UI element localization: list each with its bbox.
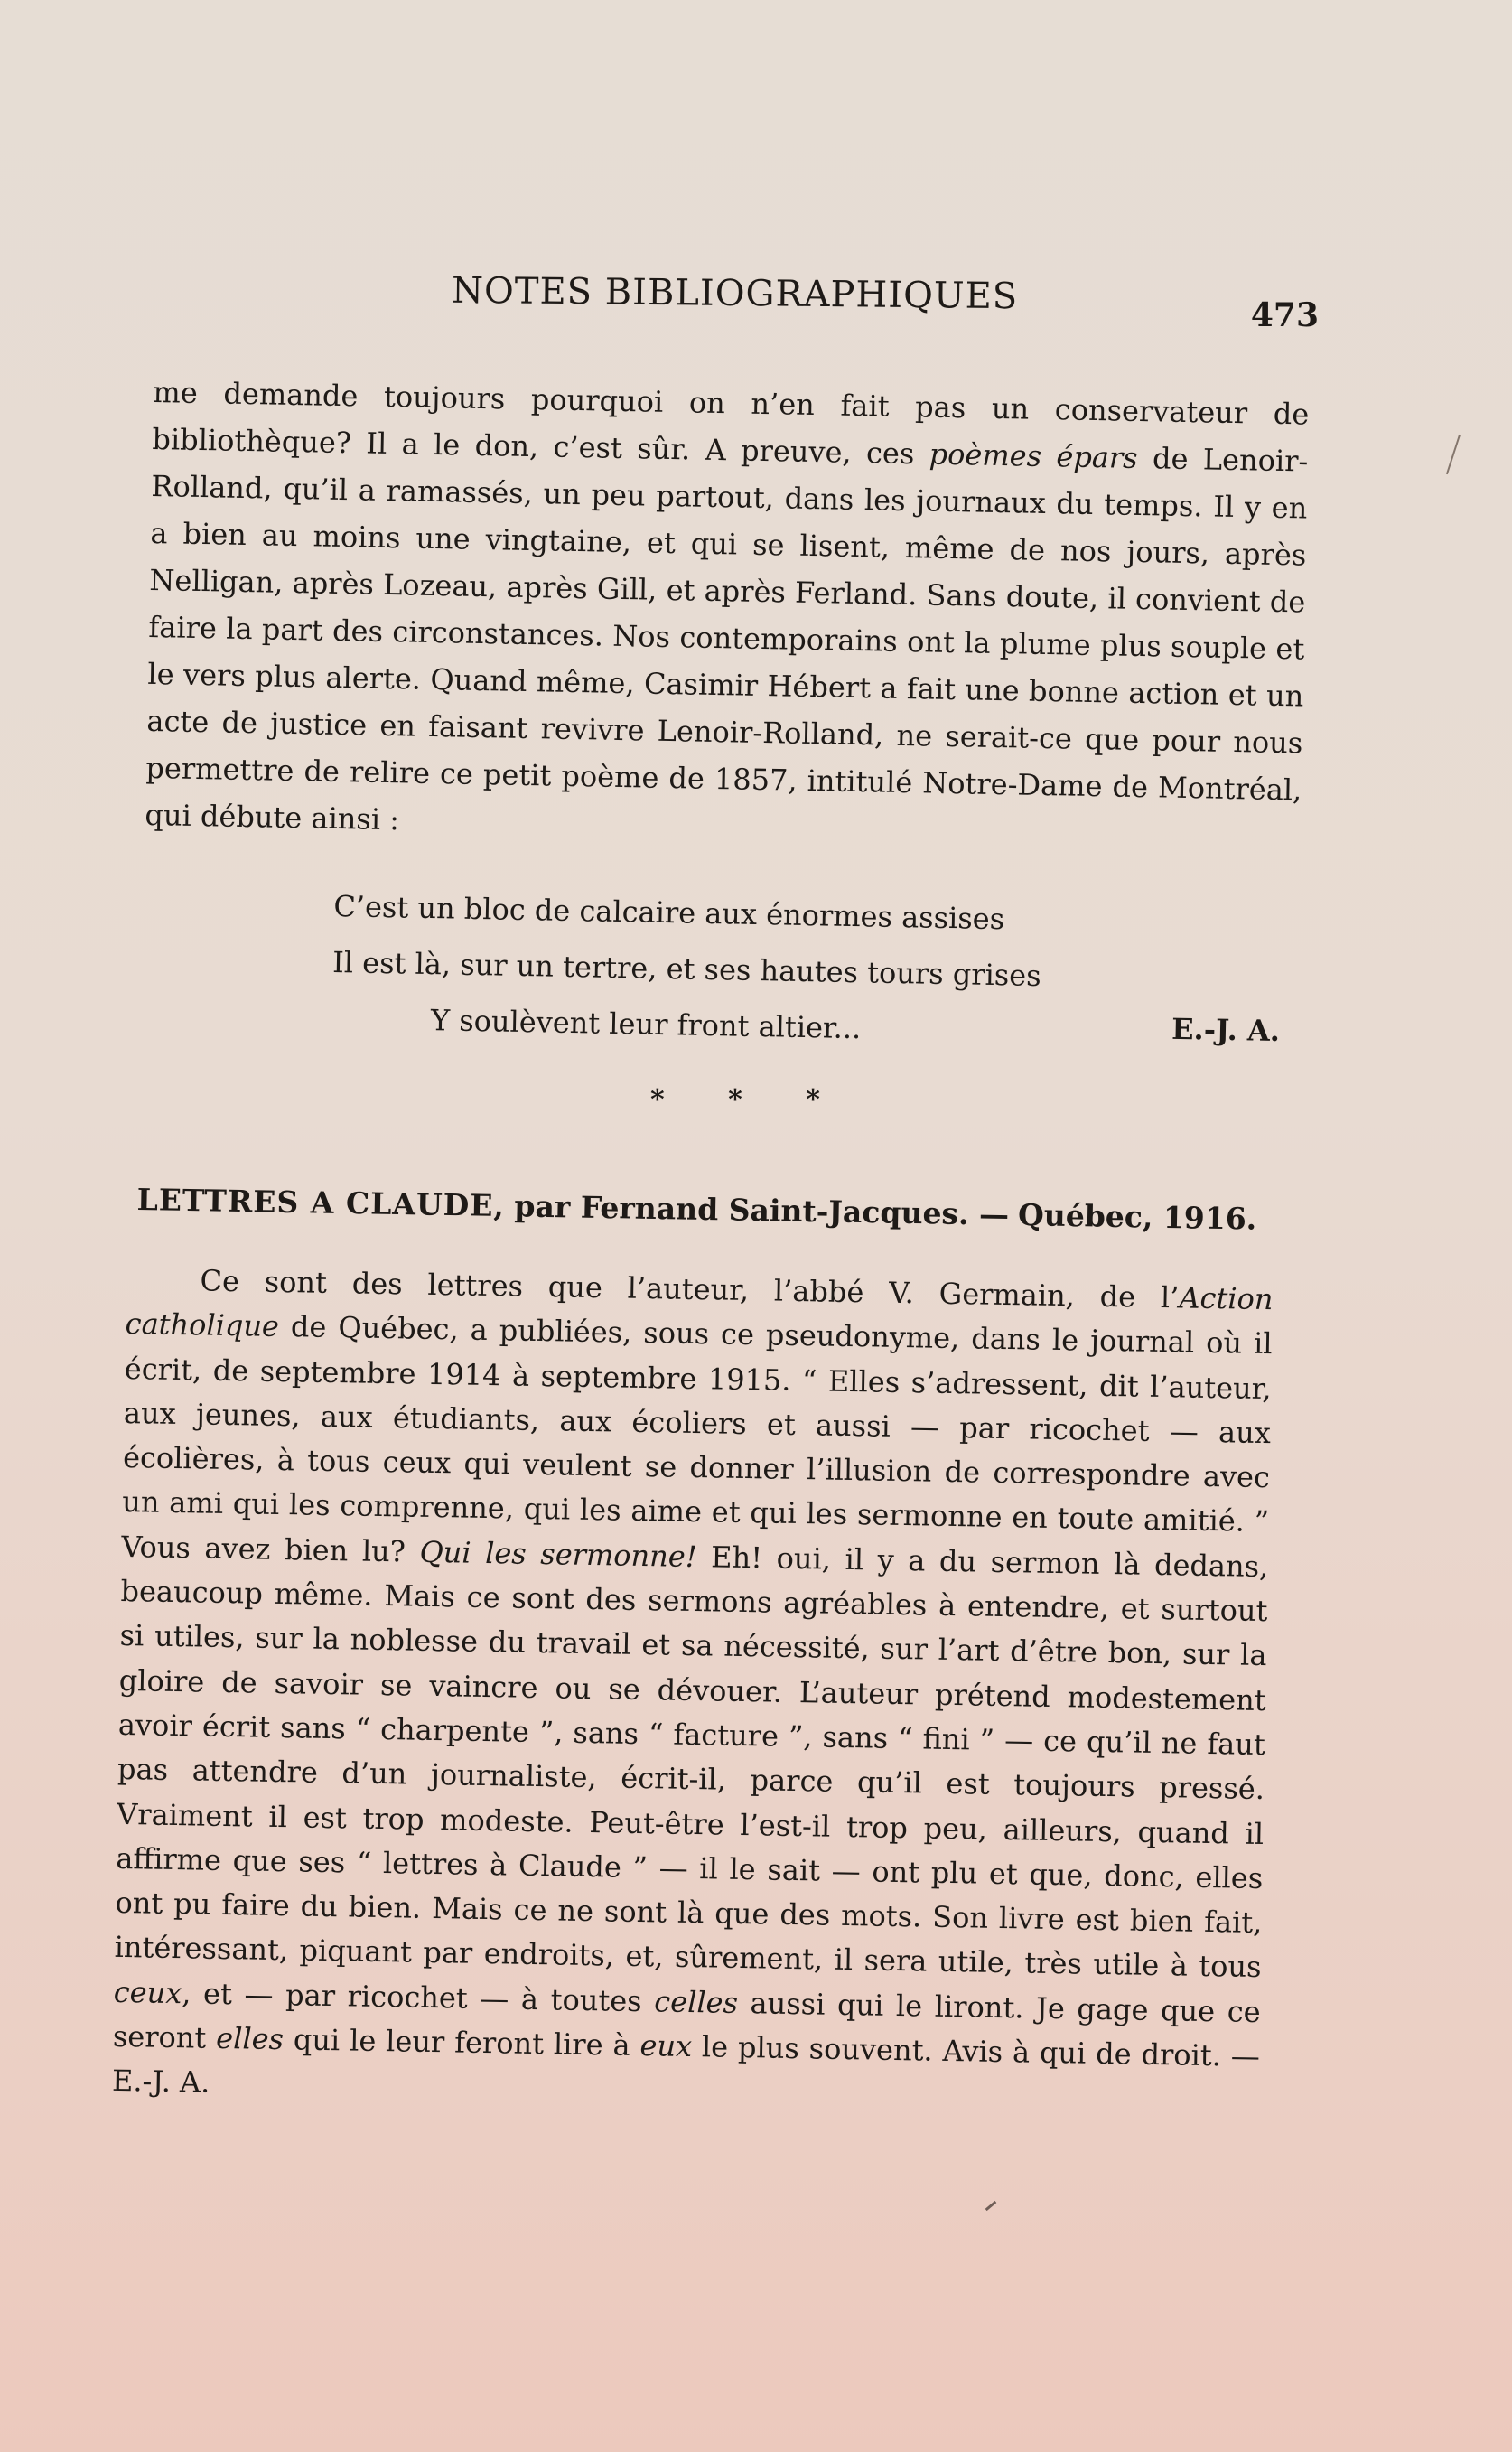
- italic-run: elles: [215, 2020, 285, 2057]
- italic-run: poèmes épars: [929, 436, 1139, 475]
- italic-run: celles: [653, 1984, 739, 2020]
- review-body: [112, 1258, 1274, 2124]
- page-number: 473: [1250, 296, 1319, 334]
- poem-line-2: Il est là, sur un tertre, et ses hautes tours grises: [331, 944, 1041, 994]
- poem-quote: [331, 878, 1281, 1064]
- text-run: me demande toujours pourquoi on n’en fait pas un conservateur de bibliothèque? Il a le don, c’est sûr. A preuve, ces: [152, 374, 1310, 472]
- poem-line-1: C’est un bloc de calcaire aux énormes assises: [333, 888, 1005, 937]
- text-run: qui le leur feront lire à: [283, 2022, 640, 2064]
- italic-run: ceux: [113, 1974, 182, 2010]
- review-paragraph: [112, 1258, 1274, 2124]
- review-book-author: , par Fernand Saint-Jacques. —: [493, 1187, 1010, 1232]
- paper-speck: [985, 2201, 997, 2211]
- text-run: Eh! oui, il y a du sermon là dedans, beaucoup même. Mais ce sont des sermons agréables à entendre, et surtout si utiles, sur la noblesse du travail et sa nécessité, sur l’art d’être bon, sur la gloire de savoir se vaincre ou se dévouer. L’auteur prétend modestement avoir écrit sans “ charpente ”, sans “ facture ”, sans “ fini ” — ce qu’il ne faut pas attendre d’un journaliste, écrit-il, parce qu’il est toujours pressé. Vraiment il est trop modeste. Peut-être l’est-il trop peu, ailleurs, quand il affirme que ses “ lettres à Claude ” — il le sait — ont plu et que, donc, elles ont pu faire du bien. Mais ce ne sont là que des mots. Son livre est bien fait, intéressant, piquant par endroits, et, sûrement, il sera utile, très utile à tous: [114, 1539, 1269, 1985]
- prior-review-text: [145, 369, 1310, 860]
- text-run: de Québec, a publiées, sous ce pseudonyme, dans le journal où il écrit, de septembre 1914 à septembre 1915. “ Elles s’adressent, dit l’auteur, aux jeunes, aux étudiants, aux écoliers et aussi — par ricochet — aux écolières, à tous ceux qui veulent se donner l’illusion de correspondre avec un ami qui les comprenne, qui les aime et qui les sermonne en toute amitié. ” Vous avez bien lu?: [121, 1309, 1273, 1569]
- poem-signature: E.-J. A.: [1171, 1011, 1281, 1049]
- review-heading: [136, 1182, 1256, 1237]
- text-run: Ce sont des lettres que l’auteur, l’abbé V. Germain, de l’: [200, 1263, 1180, 1315]
- review-book-title: LETTRES A CLAUDE: [136, 1182, 494, 1223]
- italic-run: Qui les sermonne!: [419, 1534, 697, 1574]
- text-run: , et — par ricochet — à toutes: [181, 1975, 655, 2019]
- running-head: [154, 269, 1319, 334]
- margin-pencil-mark: [1446, 435, 1461, 474]
- poem-line-3: Y soulèvent leur front altier...: [430, 1003, 862, 1046]
- section-separator: * * *: [650, 1084, 847, 1116]
- prior-review-paragraph: [145, 369, 1310, 860]
- running-title: NOTES BIBLIOGRAPHIQUES: [451, 269, 1019, 318]
- italic-run: eux: [639, 2028, 693, 2064]
- text-run: le plus souvent. Avis à qui de droit. — E.-J. A.: [111, 2029, 1261, 2101]
- italic-run: Action catholique: [125, 1280, 1274, 1344]
- text-run: de Lenoir-Rolland, qu’il a ramassés, un peu partout, dans les journaux du temps. Il y en a bien au moins une vingtaine, et qui se lisent, même de nos jours, après Nelligan, après Lozeau, après Gill, et après Ferland. Sans doute, il convient de faire la part des circonstances. Nos contemporains ont la plume plus souple et le vers plus alerte. Quand même, Casimir Hébert a fait une bonne action et un acte de justice en faisant revivre Lenoir-Rolland, ne serait-ce que pour nous permettre de relire ce petit poème de 1857, intitulé Notre-Dame de Montréal, qui débute ainsi :: [145, 440, 1309, 838]
- text-run: aussi qui le liront. Je gage que ce seront: [112, 1985, 1261, 2055]
- review-book-imprint: Québec, 1916.: [1017, 1197, 1257, 1237]
